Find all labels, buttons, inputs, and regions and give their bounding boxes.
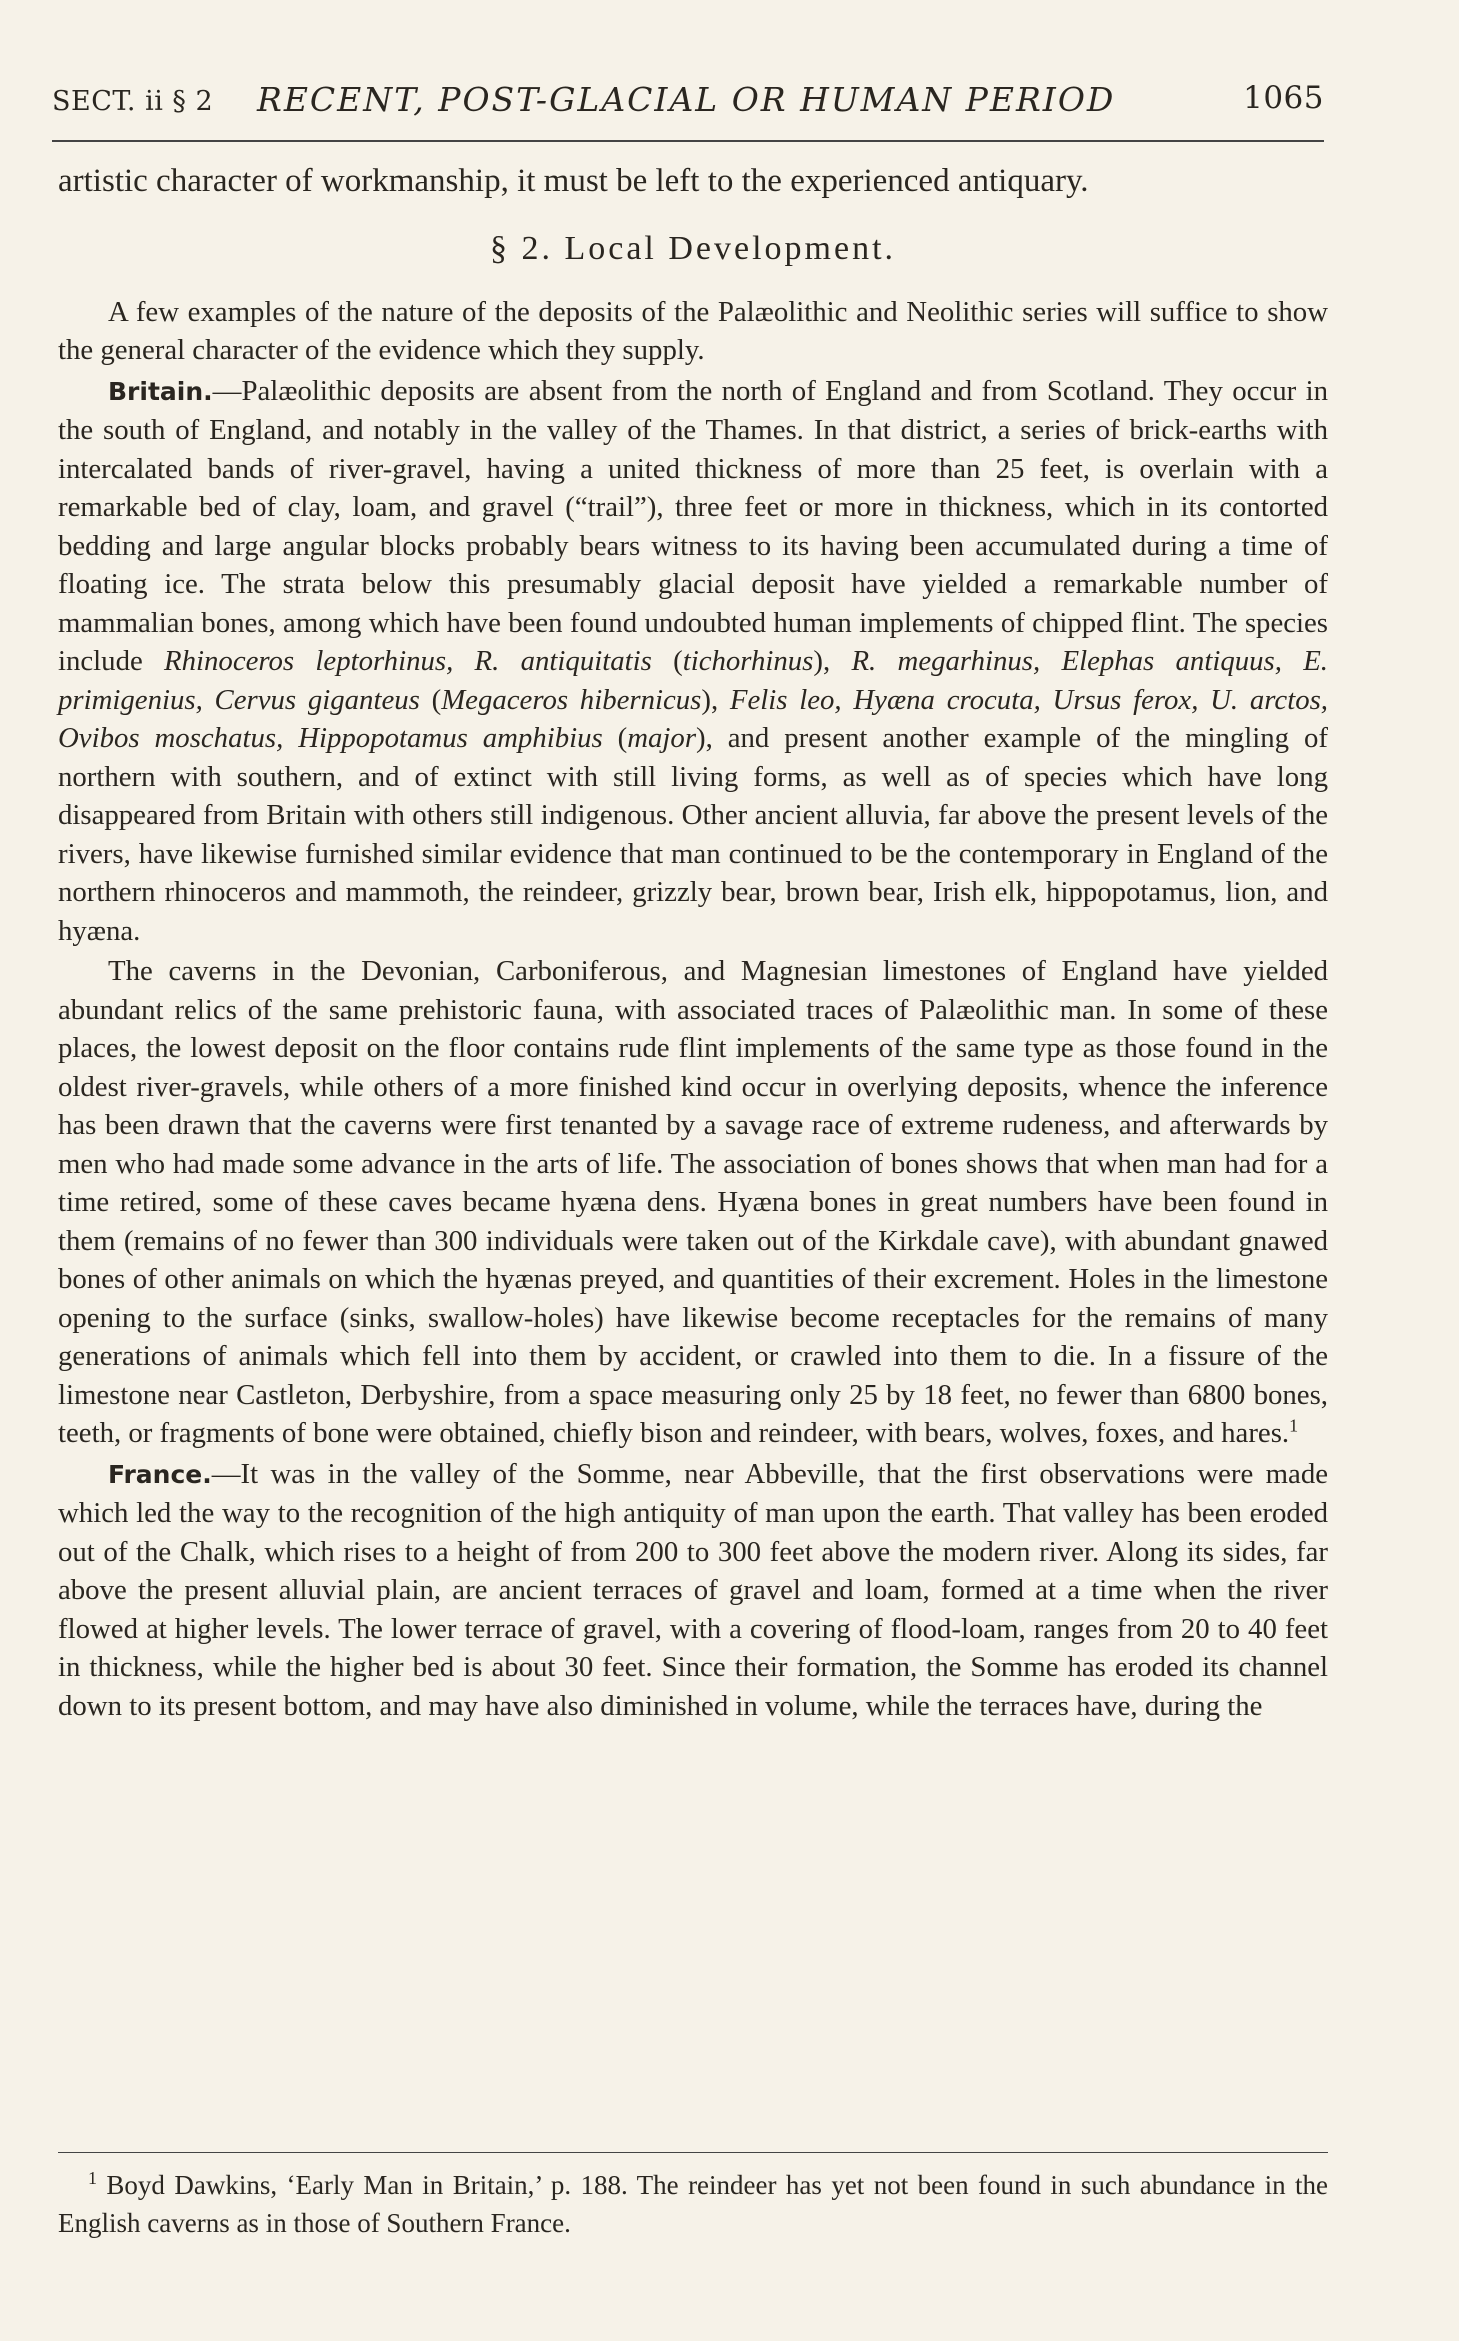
species-names: R. megarhinus, Elephas antiquus, E. primigenius, Cervus giganteus <box>58 645 1328 716</box>
header-rule <box>52 140 1324 142</box>
text-run: ( <box>602 722 628 754</box>
text-run: —Palæolithic deposits are absent from the north of England and from Scotland. They occur in the south of England, and notably in the valley of the Thames. In that district, a series of brick-earths with intercalated bands of river-gravel, having a united thickness of more than 25 feet, is overlain with a remarkable bed of clay, loam, and gravel (“trail”), three feet or more in thickness, which in its contorted bedding and large angular blocks probably bears witness to its having been accumulated during a time of floating ice. The strata below this presumably glacial deposit have yielded a remarkable number of mammalian bones, among which have been found undoubted human implements of chipped flint. The species include <box>58 374 1328 677</box>
section-heading: § 2. Local Development. <box>489 230 897 267</box>
lead-in-britain: Britain. <box>108 376 213 406</box>
text-run: ( <box>419 683 442 716</box>
body-text <box>58 160 1328 1725</box>
paragraph-intro: A few examples of the nature of the deposits of the Palæolithic and Neolithic series will suffice to show the general character of the evidence which they supply. <box>58 295 1328 366</box>
text-run: ), <box>701 683 730 716</box>
section-reference: SECT. ii § 2 <box>52 86 214 117</box>
running-title: RECENT, POST-GLACIAL OR HUMAN PERIOD <box>257 80 1116 119</box>
species-names: Rhinoceros leptorhinus, R. antiquitatis <box>164 645 652 677</box>
species-synonym: major <box>627 722 697 754</box>
paragraph-france <box>58 1455 1328 1726</box>
continued-paragraph: artistic character of workmanship, it must be left to the experienced antiquary. <box>58 163 1089 199</box>
running-head <box>52 80 1324 128</box>
text-run: The caverns in the Devonian, Carboniferous, and Magnesian limestones of England have yielded abundant relics of the same prehistoric fauna, with associated traces of Palæolithic man. In some of these places, the lowest deposit on the floor contains rude flint implements of the same type as those found in the oldest river-gravels, while others of a more finished kind occur in overlying deposits, whence the inference has been drawn that the caverns were first tenanted by a savage race of extreme rudeness, and afterwards by men who had made some advance in the arts of life. The association of bones shows that when man had for a time retired, some of these caves became hyæna dens. Hyæna bones in great numbers have been found in them (remains of no fewer than 300 individuals were taken out of the Kirkdale cave), with abundant gnawed bones of other animals on which the hyænas preyed, and quantities of their excrement. Holes in the limestone opening to the surface (sinks, swallow-holes) have likewise become receptacles for the remains of many generations of animals which fell into them by accident, or crawled into them to die. In a fissure of the limestone near Castleton, Derbyshire, from a space measuring only 25 by 18 feet, no fewer than 6800 bones, teeth, or fragments of bone were obtained, chiefly bison and reindeer, with bears, wolves, foxes, and hares. <box>58 955 1328 1449</box>
footnote-rule <box>58 2152 1328 2153</box>
paragraph-britain <box>58 372 1328 951</box>
footnote <box>58 2166 1328 2242</box>
footnote-reference[interactable]: 1 <box>1289 1415 1299 1436</box>
footnote-text: Boyd Dawkins, ‘Early Man in Britain,’ p. 188. The reindeer has yet not been found in such abundance in the English caverns as in those of Southern France. <box>58 2170 1328 2238</box>
species-synonym: Megaceros hibernicus <box>441 683 702 716</box>
lead-in-france: France. <box>108 1459 212 1489</box>
footnote-marker: 1 <box>88 2168 97 2188</box>
text-run: ), <box>813 645 852 677</box>
species-names: Felis leo, Hyæna crocuta, Ursus ferox, U. arctos, Ovibos moschatus, Hippopotamus amphibius <box>58 683 1328 754</box>
text-run: ( <box>651 645 683 677</box>
paragraph-caverns <box>58 952 1328 1453</box>
text-run: ), and present another example of the mingling of northern with southern, and of extinct with still living forms, as well as of species which have long disappeared from Britain with others still indigenous. Other ancient alluvia, far above the present levels of the rivers, have likewise furnished similar evidence that man continued to be the contemporary in England of the northern rhinoceros and mammoth, the reindeer, grizzly bear, brown bear, Irish elk, hippopotamus, lion, and hyæna. <box>58 722 1328 947</box>
species-synonym: tichorhinus <box>682 645 814 677</box>
text-run: —It was in the valley of the Somme, near Abbeville, that the first observations were made which led the way to the recognition of the high antiquity of man upon the earth. That valley has been eroded out of the Chalk, which rises to a height of from 200 to 300 feet above the modern river. Along its sides, far above the present alluvial plain, are ancient terraces of gravel and loam, formed at a time when the river flowed at higher levels. The lower terrace of gravel, with a covering of flood-loam, ranges from 20 to 40 feet in thickness, while the higher bed is about 30 feet. Since their formation, the Somme has eroded its channel down to its present bottom, and may have also diminished in volume, while the terraces have, during the <box>58 1457 1328 1722</box>
page-number: 1065 <box>1243 80 1324 116</box>
